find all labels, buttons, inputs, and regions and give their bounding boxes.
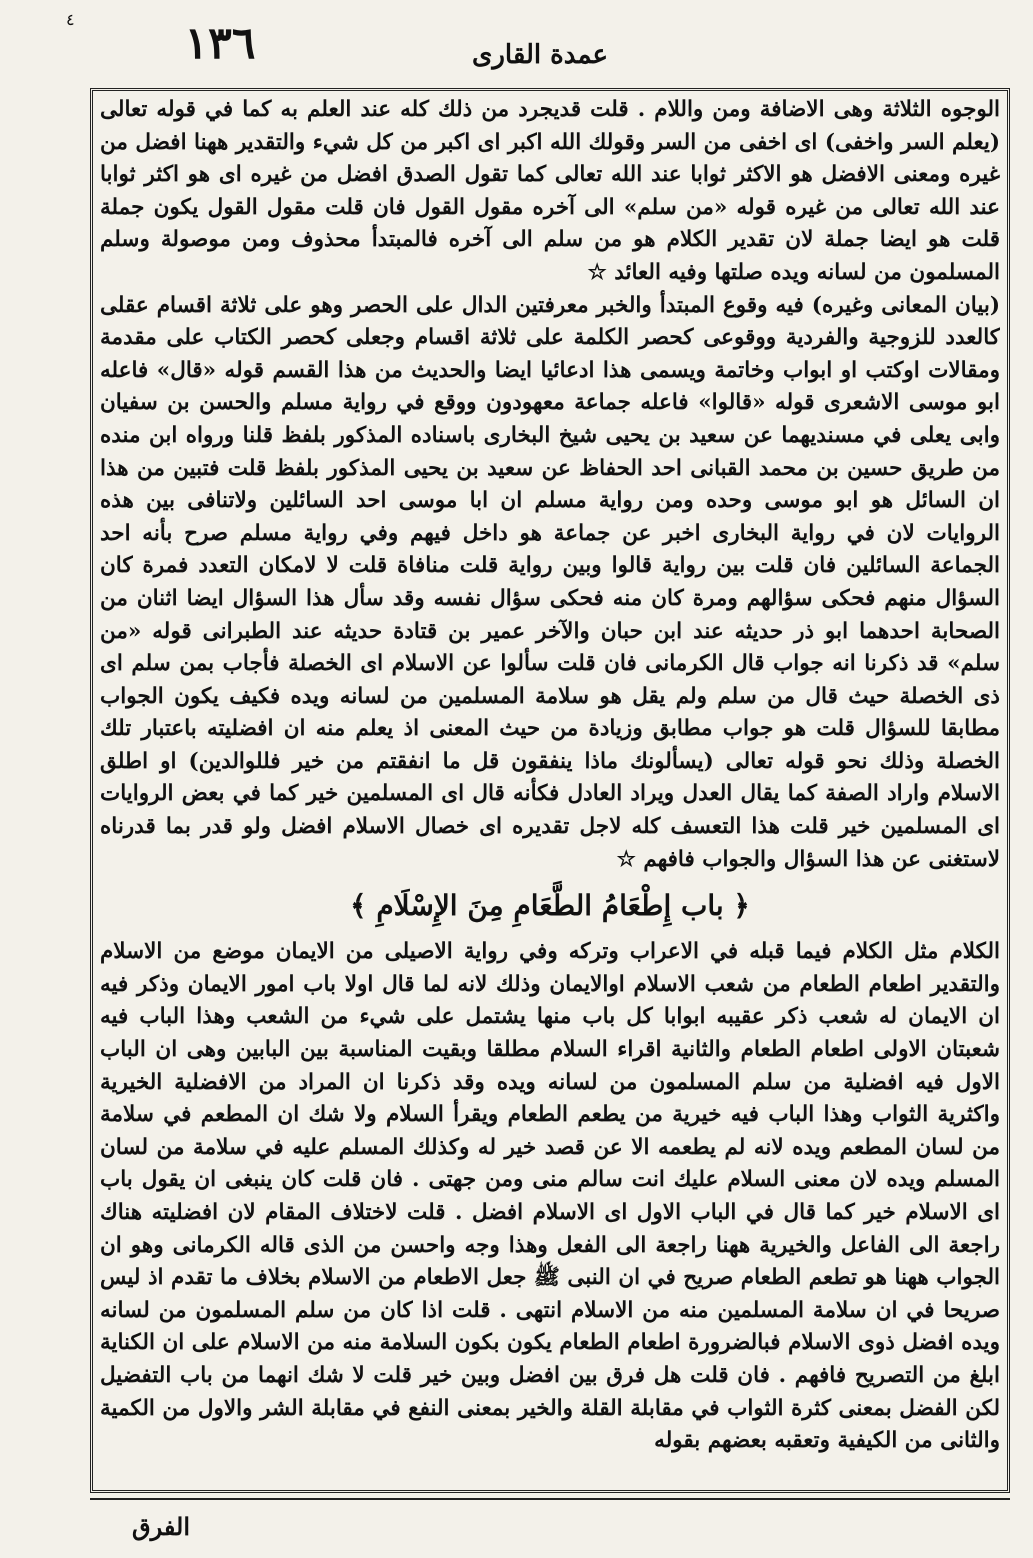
paragraph-2: (بيان المعانى وغيره) فيه وقوع المبتدأ والخبر معرفتين الدال على الحصر وهو على ثلاثة اقسام عقلى كالعدد للزوجية والفردية ووقوعى كحصر الكلمة على ثلاثة اقسام وجعلى كحصر الكتاب على مقدمة ومقالات اوكتب او ابواب وخاتمة ويسمى هذا ادعائيا ايضا والحديث من هذا القسم قوله «قال» فاعله ابو موسى الاشعرى قوله «قالوا» فاعله جماعة معهودون ووقع في رواية مسلم والحسن بن سفيان وابى يعلى في مسنديهما عن سعيد بن يحيى شيخ البخارى باسناده المذكور بلفظ قلنا ورواه ابن منده من طريق حسين بن محمد القبانى احد الحفاظ عن سعيد بن يحيى المذكور بلفظ قلت فتبين من هذا ان السائل هو ابو موسى وحده ومن رواية مسلم ان ابا موسى احد السائلين ولاتنافى بين هذه الروايات لان في رواية البخارى اخبر عن جماعة هو داخل فيهم وفي رواية مسلم صرح بأنه احد الجماعة السائلين فان قلت بين رواية قالوا وبين رواية قلت منافاة قلت لا لامكان التعدد فمرة كان السؤال منهم فحكى سؤالهم ومرة كان منه فحكى سؤال نفسه وقد سأل هذا السؤال ايضا اثنان من الصحابة احدهما ابو ذر حديثه عند ابن حبان والآخر عمير بن قتادة حديثه عند الطبرانى قوله «من سلم» قد ذكرنا انه جواب قال الكرمانى فان قلت سألوا عن الاسلام اى الخصلة فأجاب بمن سلم اى ذى الخصلة حيث قال من سلم ولم يقل هو سلامة المسلمين من لسانه ويده فكيف يكون الجواب مطابقا للسؤال قلت هو جواب مطابق وزيادة من حيث المعنى اذ يعلم منه ان افضليته باعتبار تلك الخصلة وذلك نحو قوله تعالى (يسألونك ماذا ينفقون قل ما انفقتم من خير فللوالدين) او اطلق الاسلام واراد الصفة كما يقال العدل ويراد العادل فكأنه قال اى المسلمين خير كما في بعض الروايات اى المسلمين خير قلت هذا التعسف كله لاجل تقديره اى خصال الاسلام افضل ولو قدر بما قدرناه لاستغنى عن هذا السؤال والجواب فافهم ☆ [100, 292, 1000, 872]
corner-mark: ٤ [66, 10, 75, 29]
paragraph-1: الوجوه الثلاثة وهى الاضافة ومن واللام . قلت قديجرد من ذلك كله عند العلم به كما في قوله تعالى (يعلم السر واخفى) اى اخفى من السر وقولك الله اكبر اى اكبر من كل شيء والتقدير ههنا افضل من غيره ومعنى الافضل هو الاكثر ثوابا عند الله تعالى كما تقول الصدق افضل من غيره اى هو اكثر ثوابا عند الله تعالى من غيره قوله «من سلم» الى آخره مقول القول فان قلت مقول القول يكون جملة قلت هو ايضا جملة لان تقدير الكلام هو من سلم الى آخره فالمبتدأ محذوف ومن موصولة وسلم المسلمون من لسانه ويده صلتها وفيه العائد ☆ [100, 97, 1000, 285]
page-number: ١٣٦ [184, 18, 256, 69]
body-text [100, 94, 1000, 1489]
catchword: الفرق [132, 1512, 190, 1541]
chapter-heading: ﴿ باب إِطْعَامُ الطَّعَامِ مِنَ الإِسْلَامِ ﴾ [350, 889, 750, 923]
paragraph-3: الكلام مثل الكلام فيما قبله في الاعراب وتركه وفي رواية الاصيلى من الايمان موضع من الاسلام والتقدير اطعام الطعام من شعب الاسلام اوالايمان وذلك لانه لما قال اولا باب امور الايمان وذكر فيه ان الايمان له شعب ذكر عقيبه ابوابا كل باب منها يشتمل على شيء من الشعب وهذا الباب فيه شعبتان الاولى اطعام الطعام والثانية اقراء السلام مطلقا وبقيت المناسبة بين البابين وهى ان الباب الاول فيه افضلية من سلم المسلمون من لسانه ويده وقد ذكرنا ان المراد من الافضلية الخيرية واكثرية الثواب وهذا الباب فيه خيرية من يطعم الطعام ويقرأ السلام ولا شك ان المطعم في سلامة من لسان المطعم ويده لانه لم يطعمه الا عن قصد خير له وكذلك المسلم عليه في سلامة من لسان المسلم ويده لان معنى السلام عليك انت سالم منى ومن جهتى . فان قلت كان ينبغى ان يقول باب اى الاسلام خير كما قال في الباب الاول اى الاسلام افضل . قلت لاختلاف المقام لان افضليته هناك راجعة الى الفاعل والخيرية ههنا راجعة الى الفعل وهذا وجه واحسن من الذى قاله الكرمانى وهو ان الجواب ههنا هو تطعم الطعام صريح في ان النبى ﷺ جعل الاطعام من الاسلام بخلاف ما تقدم اذ ليس صريحا في ان سلامة المسلمين منه من الاسلام انتهى . قلت اذا كان من سلم المسلمون من لسانه ويده افضل ذوى الاسلام فبالضرورة اطعام الطعام يكون بكون السلامة منه من الاسلام على ان الكناية ابلغ من التصريح فافهم . فان قلت هل فرق بين افضل وبين خير قلت لا شك انهما من باب التفضيل لكن الفضل بمعنى كثرة الثواب في مقابلة القلة والخير بمعنى النفع في مقابلة الشر والاول من الكمية والثانى من الكيفية وتعقبه بعضهم بقوله [100, 939, 1000, 1454]
running-title: عمدة القارى [472, 40, 608, 70]
footer-rule [90, 1498, 1010, 1500]
